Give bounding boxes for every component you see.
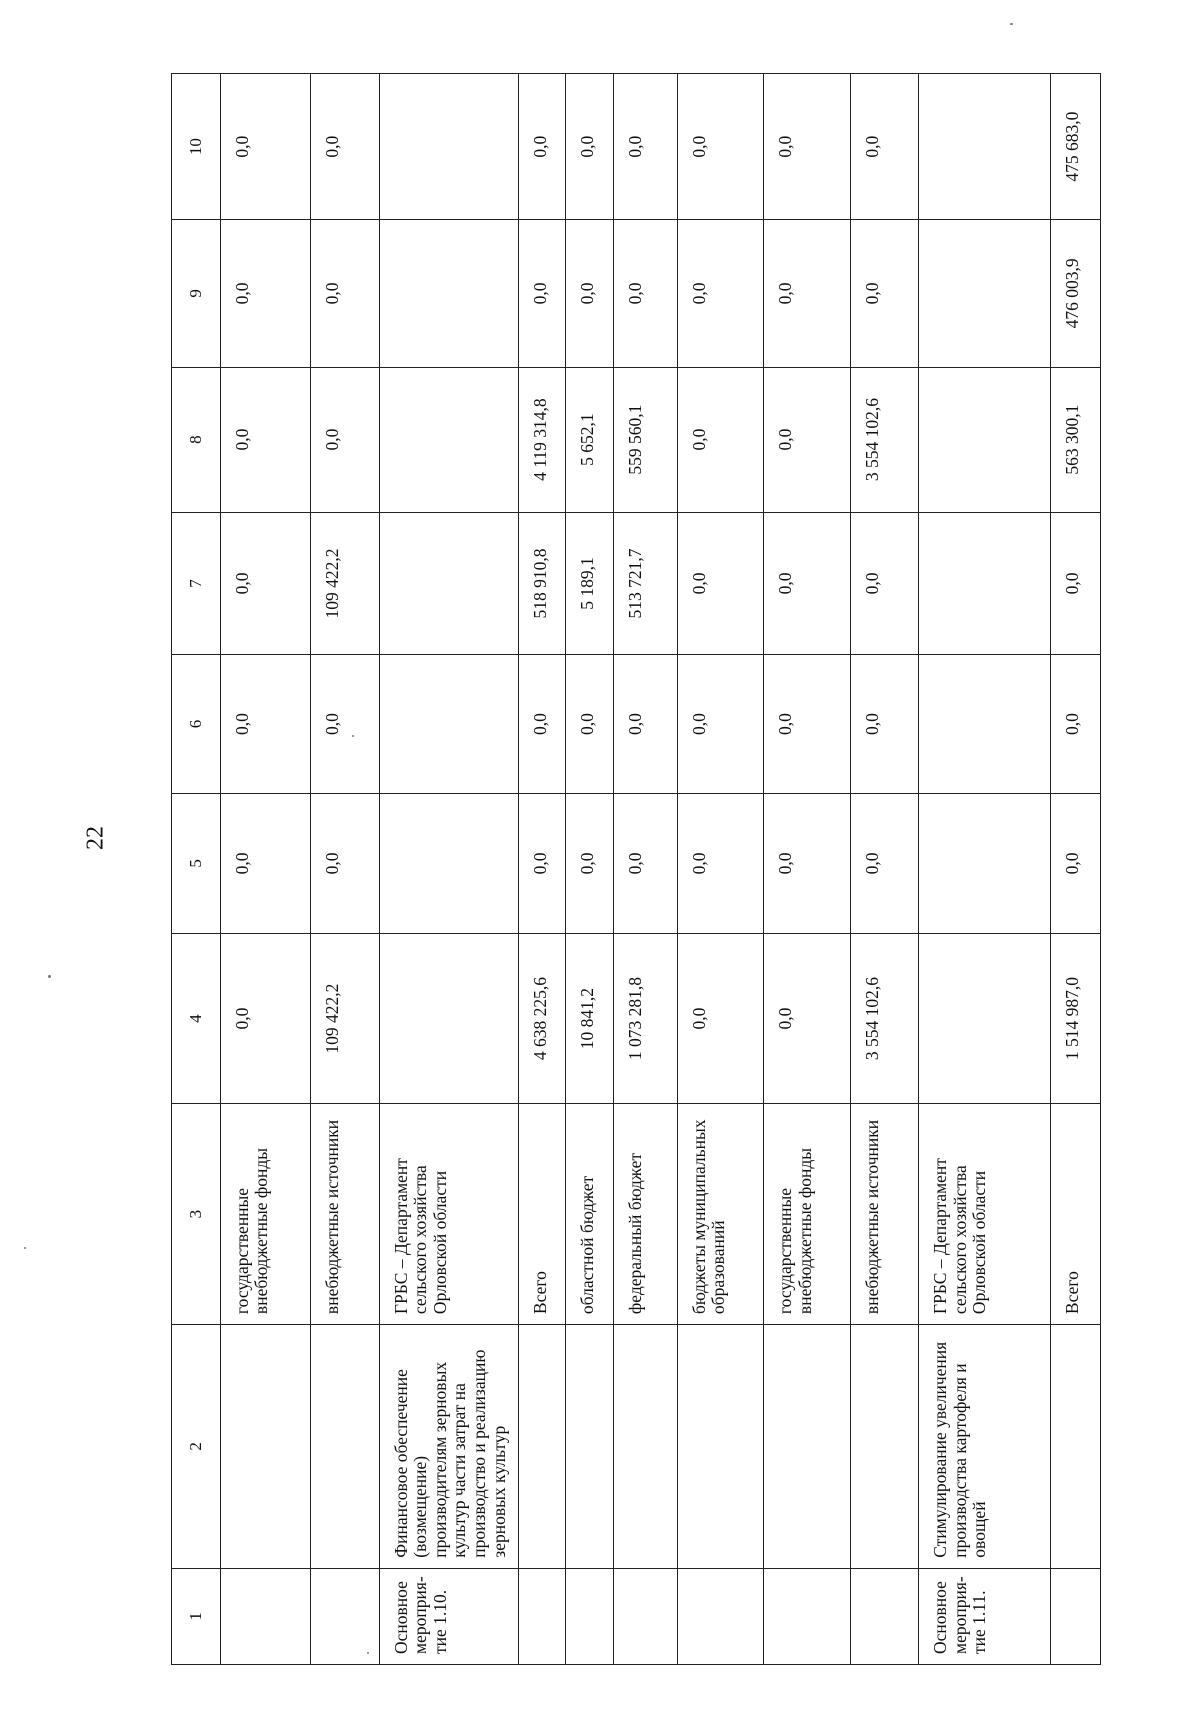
table-cell: Всего (1051, 1104, 1101, 1325)
table-cell: 0,0 (220, 367, 311, 512)
table-cell: 5 189,1 (566, 512, 614, 655)
table-cell: 10 841,2 (566, 934, 614, 1104)
table-cell (851, 1568, 919, 1664)
table-cell: 0,0 (311, 220, 379, 367)
table-cell (518, 1568, 566, 1664)
table-cell (919, 220, 1051, 367)
table-row (677, 74, 764, 1665)
table-cell (311, 1568, 379, 1664)
table-cell: 0,0 (677, 655, 764, 793)
scan-speck (1010, 23, 1013, 25)
table-cell: 0,0 (518, 220, 566, 367)
table-cell: 0,0 (851, 512, 919, 655)
table-cell (220, 1568, 311, 1664)
table-cell: 0,0 (764, 655, 851, 793)
table-cell (1051, 1568, 1101, 1664)
table-header-row (172, 74, 221, 1665)
table-cell (220, 1325, 311, 1569)
table-cell: 0,0 (677, 367, 764, 512)
table-cell: 0,0 (1051, 793, 1101, 934)
table-cell: 518 910,8 (518, 512, 566, 655)
table-cell: 513 721,7 (613, 512, 677, 655)
budget-table-frame (171, 73, 1101, 1665)
table-cell: 0,0 (677, 934, 764, 1104)
table-cell: 563 300,1 (1051, 367, 1101, 512)
table-cell: 0,0 (851, 655, 919, 793)
table-cell: 0,0 (220, 220, 311, 367)
table-row (613, 74, 677, 1665)
table-cell: 0,0 (613, 74, 677, 220)
table-cell: 0,0 (566, 74, 614, 220)
table-cell: 0,0 (518, 655, 566, 793)
table-cell: 4 119 314,8 (518, 367, 566, 512)
table-cell (311, 1325, 379, 1569)
table-row (1051, 74, 1101, 1665)
column-header: 10 (172, 74, 221, 220)
table-cell (1051, 1325, 1101, 1569)
table-cell: 0,0 (220, 512, 311, 655)
table-row (764, 74, 851, 1665)
table-cell: 0,0 (851, 220, 919, 367)
table-cell: федеральный бюджет (613, 1104, 677, 1325)
table-cell: 109 422,2 (311, 512, 379, 655)
scan-speck (367, 1652, 369, 1654)
column-header: 2 (172, 1325, 221, 1569)
table-row (566, 74, 614, 1665)
column-header: 7 (172, 512, 221, 655)
table-cell: 0,0 (1051, 655, 1101, 793)
table-cell: 0,0 (677, 74, 764, 220)
page-number: 22 (82, 826, 109, 850)
table-cell (379, 220, 518, 367)
table-cell (677, 1568, 764, 1664)
table-cell: 0,0 (220, 74, 311, 220)
table-cell (613, 1325, 677, 1569)
table-row (220, 74, 311, 1665)
scan-speck (48, 975, 51, 978)
column-header: 1 (172, 1568, 221, 1664)
column-header: 5 (172, 793, 221, 934)
table-cell: бюджеты муниципальных образований (677, 1104, 764, 1325)
table-row (311, 74, 379, 1665)
table-cell: 0,0 (566, 655, 614, 793)
table-cell (764, 1568, 851, 1664)
table-cell: 0,0 (1051, 512, 1101, 655)
table-cell: государственные внебюджетные фонды (220, 1104, 311, 1325)
table-cell: 0,0 (764, 512, 851, 655)
table-cell: Основное мероприя-тие 1.11. (919, 1568, 1051, 1664)
table-cell: 0,0 (613, 655, 677, 793)
table-row (851, 74, 919, 1665)
table-cell (919, 655, 1051, 793)
scan-speck (24, 1247, 26, 1249)
table-cell (677, 1325, 764, 1569)
table-cell: 0,0 (613, 793, 677, 934)
table-cell (566, 1325, 614, 1569)
table-cell: государственные внебюджетные фонды (764, 1104, 851, 1325)
table-cell: 0,0 (311, 74, 379, 220)
table-cell (379, 934, 518, 1104)
table-cell: 0,0 (851, 74, 919, 220)
table-cell: 0,0 (566, 220, 614, 367)
table-cell (919, 512, 1051, 655)
column-header: 9 (172, 220, 221, 367)
table-cell: 0,0 (613, 220, 677, 367)
table-cell (919, 793, 1051, 934)
table-cell: 1 073 281,8 (613, 934, 677, 1104)
scan-speck (352, 735, 354, 737)
column-header: 3 (172, 1104, 221, 1325)
table-cell (613, 1568, 677, 1664)
table-cell: 0,0 (677, 220, 764, 367)
table-cell: 0,0 (677, 793, 764, 934)
table-cell: ГРБС – Департамент сельского хозяйства Орловской области (919, 1104, 1051, 1325)
table-cell (566, 1568, 614, 1664)
table-cell: 0,0 (851, 793, 919, 934)
table-cell: Финансовое обеспечение (возмещение) производителям зерновых культур части затрат на производство и реализацию зерновых культур (379, 1325, 518, 1569)
table-cell (379, 512, 518, 655)
table-cell (379, 74, 518, 220)
table-cell: 0,0 (311, 655, 379, 793)
table-row (518, 74, 566, 1665)
table-cell: 0,0 (311, 793, 379, 934)
table-cell: Всего (518, 1104, 566, 1325)
table-cell: 0,0 (764, 367, 851, 512)
column-header: 6 (172, 655, 221, 793)
table-row (379, 74, 518, 1665)
table-cell: внебюджетные источники (311, 1104, 379, 1325)
table-cell: 0,0 (764, 793, 851, 934)
table-cell: 475 683,0 (1051, 74, 1101, 220)
table-cell: 0,0 (311, 367, 379, 512)
table-cell: областной бюджет (566, 1104, 614, 1325)
table-cell: 3 554 102,6 (851, 367, 919, 512)
table-cell: 0,0 (220, 655, 311, 793)
table-cell: ГРБС – Департамент сельского хозяйства Орловской области (379, 1104, 518, 1325)
table-cell: 0,0 (764, 934, 851, 1104)
table-cell: Стимулирование увеличения производства картофеля и овощей (919, 1325, 1051, 1569)
table-cell (919, 74, 1051, 220)
table-cell: 0,0 (518, 74, 566, 220)
table-cell: 0,0 (764, 74, 851, 220)
table-cell: 0,0 (566, 793, 614, 934)
table-cell (379, 793, 518, 934)
column-header: 4 (172, 934, 221, 1104)
table-cell (379, 367, 518, 512)
table-cell: 0,0 (518, 793, 566, 934)
table-cell: Основное мероприя-тие 1.10. (379, 1568, 518, 1664)
column-header: 8 (172, 367, 221, 512)
table-cell: 476 003,9 (1051, 220, 1101, 367)
table-cell: внебюджетные источники (851, 1104, 919, 1325)
table-cell (764, 1325, 851, 1569)
table-row (919, 74, 1051, 1665)
table-cell: 5 652,1 (566, 367, 614, 512)
table-cell: 0,0 (677, 512, 764, 655)
table-cell: 0,0 (764, 220, 851, 367)
table-cell: 0,0 (220, 934, 311, 1104)
table-cell (379, 655, 518, 793)
table-cell (919, 934, 1051, 1104)
table-cell (919, 367, 1051, 512)
table-cell: 3 554 102,6 (851, 934, 919, 1104)
table-cell (518, 1325, 566, 1569)
table-cell: 1 514 987,0 (1051, 934, 1101, 1104)
table-cell: 0,0 (220, 793, 311, 934)
table-cell: 109 422,2 (311, 934, 379, 1104)
table-cell (851, 1325, 919, 1569)
table-cell: 4 638 225,6 (518, 934, 566, 1104)
budget-table (171, 73, 1101, 1665)
table-cell: 559 560,1 (613, 367, 677, 512)
